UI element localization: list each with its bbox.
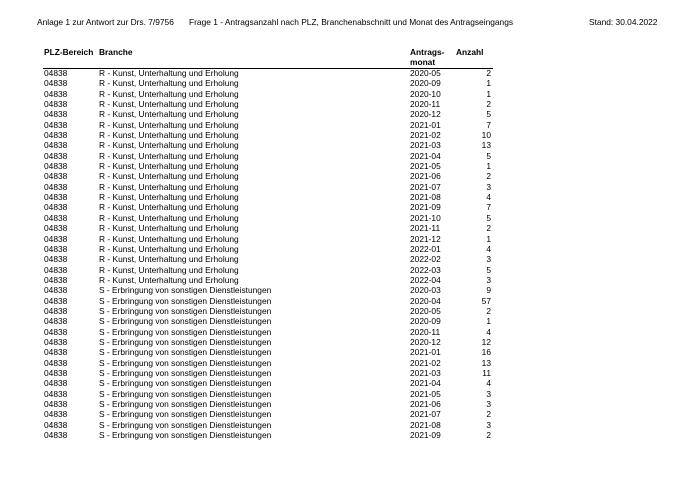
- cell-anzahl: 4: [486, 192, 491, 203]
- table-row: [0, 378, 700, 388]
- document-title: Frage 1 - Antragsanzahl nach PLZ, Branchenabschnitt und Monat des Antragseingangs: [189, 17, 514, 27]
- column-header-monat-line1: Antrags-: [410, 47, 445, 57]
- cell-plz: 04838: [44, 233, 68, 244]
- cell-anzahl: 4: [486, 378, 491, 389]
- cell-anzahl: 3: [486, 419, 491, 430]
- cell-monat: 2021-09: [410, 430, 441, 441]
- table-row: [0, 399, 700, 409]
- cell-plz: 04838: [44, 150, 68, 161]
- cell-branche: R - Kunst, Unterhaltung und Erholung: [99, 192, 239, 203]
- cell-monat: 2021-08: [410, 192, 441, 203]
- table-row: [0, 327, 700, 337]
- cell-plz: 04838: [44, 419, 68, 430]
- cell-anzahl: 2: [486, 171, 491, 182]
- cell-branche: S - Erbringung von sonstigen Dienstleistungen: [99, 430, 272, 441]
- table-row: [0, 420, 700, 430]
- cell-anzahl: 2: [486, 409, 491, 420]
- table-row: [0, 409, 700, 419]
- cell-monat: 2021-06: [410, 399, 441, 409]
- cell-branche: S - Erbringung von sonstigen Dienstleistungen: [99, 357, 272, 368]
- cell-monat: 2022-04: [410, 274, 441, 285]
- cell-branche: S - Erbringung von sonstigen Dienstleistungen: [99, 305, 272, 316]
- cell-branche: R - Kunst, Unterhaltung und Erholung: [99, 212, 239, 223]
- cell-branche: S - Erbringung von sonstigen Dienstleistungen: [99, 399, 272, 409]
- table-row: [0, 171, 700, 181]
- table-row: [0, 151, 700, 161]
- cell-branche: R - Kunst, Unterhaltung und Erholung: [99, 223, 239, 234]
- cell-anzahl: 5: [486, 264, 491, 275]
- cell-plz: 04838: [44, 295, 68, 306]
- cell-monat: 2020-12: [410, 336, 441, 347]
- cell-branche: R - Kunst, Unterhaltung und Erholung: [99, 202, 239, 213]
- table-row: [0, 316, 700, 326]
- cell-monat: 2020-03: [410, 285, 441, 296]
- cell-branche: S - Erbringung von sonstigen Dienstleistungen: [99, 316, 272, 327]
- cell-branche: S - Erbringung von sonstigen Dienstleistungen: [99, 326, 272, 337]
- cell-monat: 2021-10: [410, 212, 441, 223]
- cell-monat: 2021-01: [410, 119, 441, 130]
- cell-monat: 2021-05: [410, 388, 441, 399]
- cell-plz: 04838: [44, 336, 68, 347]
- cell-anzahl: 4: [486, 243, 491, 254]
- table-row: [0, 202, 700, 212]
- table-row: [0, 161, 700, 171]
- cell-anzahl: 7: [486, 119, 491, 130]
- table-row: [0, 223, 700, 233]
- cell-branche: R - Kunst, Unterhaltung und Erholung: [99, 254, 239, 265]
- cell-anzahl: 9: [486, 285, 491, 296]
- cell-plz: 04838: [44, 378, 68, 389]
- cell-plz: 04838: [44, 243, 68, 254]
- table-row: [0, 130, 700, 140]
- cell-anzahl: 1: [486, 78, 491, 89]
- cell-plz: 04838: [44, 181, 68, 192]
- cell-monat: 2021-05: [410, 161, 441, 172]
- cell-plz: 04838: [44, 388, 68, 399]
- cell-monat: 2021-02: [410, 357, 441, 368]
- cell-anzahl: 2: [486, 305, 491, 316]
- cell-anzahl: 5: [486, 109, 491, 120]
- cell-branche: R - Kunst, Unterhaltung und Erholung: [99, 264, 239, 275]
- cell-plz: 04838: [44, 430, 68, 441]
- cell-anzahl: 10: [481, 130, 491, 141]
- table-row: [0, 265, 700, 275]
- data-table: [0, 68, 700, 440]
- cell-monat: 2021-07: [410, 181, 441, 192]
- cell-anzahl: 5: [486, 150, 491, 161]
- cell-anzahl: 2: [486, 430, 491, 441]
- table-row: [0, 368, 700, 378]
- cell-plz: 04838: [44, 305, 68, 316]
- table-row: [0, 296, 700, 306]
- document-date: Stand: 30.04.2022: [589, 17, 658, 27]
- cell-plz: 04838: [44, 88, 68, 99]
- cell-plz: 04838: [44, 109, 68, 120]
- table-row: [0, 254, 700, 264]
- table-row: [0, 389, 700, 399]
- cell-monat: 2020-05: [410, 305, 441, 316]
- cell-anzahl: 4: [486, 326, 491, 337]
- cell-plz: 04838: [44, 223, 68, 234]
- cell-branche: R - Kunst, Unterhaltung und Erholung: [99, 119, 239, 130]
- column-header-branche: Branche: [99, 47, 133, 57]
- cell-plz: 04838: [44, 274, 68, 285]
- cell-branche: R - Kunst, Unterhaltung und Erholung: [99, 88, 239, 99]
- table-row: [0, 306, 700, 316]
- table-row: [0, 358, 700, 368]
- cell-anzahl: 3: [486, 181, 491, 192]
- table-row: [0, 68, 700, 78]
- cell-plz: 04838: [44, 326, 68, 337]
- cell-branche: R - Kunst, Unterhaltung und Erholung: [99, 171, 239, 182]
- table-row: [0, 285, 700, 295]
- cell-plz: 04838: [44, 316, 68, 327]
- cell-monat: 2021-06: [410, 171, 441, 182]
- cell-branche: R - Kunst, Unterhaltung und Erholung: [99, 78, 239, 89]
- cell-branche: S - Erbringung von sonstigen Dienstleistungen: [99, 285, 272, 296]
- cell-monat: 2021-02: [410, 130, 441, 141]
- cell-anzahl: 3: [486, 399, 491, 409]
- cell-monat: 2021-12: [410, 233, 441, 244]
- cell-anzahl: 16: [481, 347, 491, 358]
- cell-branche: S - Erbringung von sonstigen Dienstleistungen: [99, 388, 272, 399]
- cell-branche: R - Kunst, Unterhaltung und Erholung: [99, 274, 239, 285]
- cell-branche: R - Kunst, Unterhaltung und Erholung: [99, 68, 239, 78]
- cell-anzahl: 2: [486, 99, 491, 110]
- cell-anzahl: 12: [481, 336, 491, 347]
- cell-anzahl: 1: [486, 161, 491, 172]
- cell-plz: 04838: [44, 285, 68, 296]
- cell-anzahl: 2: [486, 223, 491, 234]
- cell-anzahl: 13: [481, 140, 491, 151]
- cell-anzahl: 2: [486, 68, 491, 78]
- cell-plz: 04838: [44, 171, 68, 182]
- cell-branche: R - Kunst, Unterhaltung und Erholung: [99, 130, 239, 141]
- cell-monat: 2020-09: [410, 78, 441, 89]
- cell-monat: 2021-04: [410, 378, 441, 389]
- cell-anzahl: 3: [486, 388, 491, 399]
- cell-monat: 2020-04: [410, 295, 441, 306]
- cell-plz: 04838: [44, 399, 68, 409]
- table-row: [0, 182, 700, 192]
- table-row: [0, 430, 700, 440]
- column-header-anzahl: Anzahl: [456, 47, 484, 57]
- cell-monat: 2021-01: [410, 347, 441, 358]
- table-row: [0, 234, 700, 244]
- cell-anzahl: 1: [486, 316, 491, 327]
- cell-monat: 2021-07: [410, 409, 441, 420]
- cell-plz: 04838: [44, 99, 68, 110]
- table-row: [0, 78, 700, 88]
- cell-monat: 2022-03: [410, 264, 441, 275]
- table-row: [0, 275, 700, 285]
- cell-branche: R - Kunst, Unterhaltung und Erholung: [99, 243, 239, 254]
- cell-anzahl: 13: [481, 357, 491, 368]
- cell-plz: 04838: [44, 254, 68, 265]
- cell-branche: S - Erbringung von sonstigen Dienstleistungen: [99, 295, 272, 306]
- table-row: [0, 89, 700, 99]
- column-header-monat-line2: monat: [410, 57, 436, 68]
- cell-anzahl: 3: [486, 274, 491, 285]
- cell-branche: S - Erbringung von sonstigen Dienstleistungen: [99, 378, 272, 389]
- cell-branche: S - Erbringung von sonstigen Dienstleistungen: [99, 409, 272, 420]
- cell-monat: 2020-10: [410, 88, 441, 99]
- cell-plz: 04838: [44, 347, 68, 358]
- table-row: [0, 337, 700, 347]
- cell-anzahl: 1: [486, 88, 491, 99]
- cell-anzahl: 3: [486, 254, 491, 265]
- cell-monat: 2020-11: [410, 326, 441, 337]
- table-row: [0, 109, 700, 119]
- cell-plz: 04838: [44, 202, 68, 213]
- cell-monat: 2021-09: [410, 202, 441, 213]
- cell-plz: 04838: [44, 212, 68, 223]
- cell-anzahl: 1: [486, 233, 491, 244]
- cell-plz: 04838: [44, 161, 68, 172]
- cell-plz: 04838: [44, 367, 68, 378]
- cell-plz: 04838: [44, 409, 68, 420]
- cell-branche: S - Erbringung von sonstigen Dienstleistungen: [99, 336, 272, 347]
- cell-anzahl: 11: [482, 367, 491, 378]
- cell-branche: R - Kunst, Unterhaltung und Erholung: [99, 109, 239, 120]
- cell-branche: S - Erbringung von sonstigen Dienstleistungen: [99, 419, 272, 430]
- cell-monat: 2020-11: [410, 99, 441, 110]
- table-row: [0, 347, 700, 357]
- cell-anzahl: 7: [486, 202, 491, 213]
- table-row: [0, 140, 700, 150]
- cell-branche: R - Kunst, Unterhaltung und Erholung: [99, 161, 239, 172]
- table-row: [0, 192, 700, 202]
- cell-plz: 04838: [44, 119, 68, 130]
- table-row: [0, 99, 700, 109]
- cell-anzahl: 5: [486, 212, 491, 223]
- cell-monat: 2020-12: [410, 109, 441, 120]
- cell-monat: 2021-08: [410, 419, 441, 430]
- cell-monat: 2020-09: [410, 316, 441, 327]
- document-reference: Anlage 1 zur Antwort zur Drs. 7/9756: [37, 17, 174, 27]
- table-row: [0, 244, 700, 254]
- cell-plz: 04838: [44, 140, 68, 151]
- cell-monat: 2021-03: [410, 140, 441, 151]
- table-row: [0, 213, 700, 223]
- cell-plz: 04838: [44, 264, 68, 275]
- cell-branche: S - Erbringung von sonstigen Dienstleistungen: [99, 347, 272, 358]
- cell-monat: 2021-03: [410, 367, 441, 378]
- cell-monat: 2021-11: [410, 223, 441, 234]
- cell-branche: R - Kunst, Unterhaltung und Erholung: [99, 233, 239, 244]
- cell-plz: 04838: [44, 192, 68, 203]
- cell-plz: 04838: [44, 78, 68, 89]
- cell-monat: 2021-04: [410, 150, 441, 161]
- cell-monat: 2022-02: [410, 254, 441, 265]
- cell-branche: R - Kunst, Unterhaltung und Erholung: [99, 150, 239, 161]
- cell-monat: 2020-05: [410, 68, 441, 78]
- column-header-monat: [410, 47, 444, 68]
- cell-branche: R - Kunst, Unterhaltung und Erholung: [99, 181, 239, 192]
- table-row: [0, 120, 700, 130]
- cell-anzahl: 57: [481, 295, 491, 306]
- cell-branche: S - Erbringung von sonstigen Dienstleistungen: [99, 367, 272, 378]
- cell-plz: 04838: [44, 68, 68, 78]
- cell-branche: R - Kunst, Unterhaltung und Erholung: [99, 140, 239, 151]
- cell-monat: 2022-01: [410, 243, 441, 254]
- cell-plz: 04838: [44, 130, 68, 141]
- cell-branche: R - Kunst, Unterhaltung und Erholung: [99, 99, 239, 110]
- column-header-plz: PLZ-Bereich: [44, 47, 94, 57]
- cell-plz: 04838: [44, 357, 68, 368]
